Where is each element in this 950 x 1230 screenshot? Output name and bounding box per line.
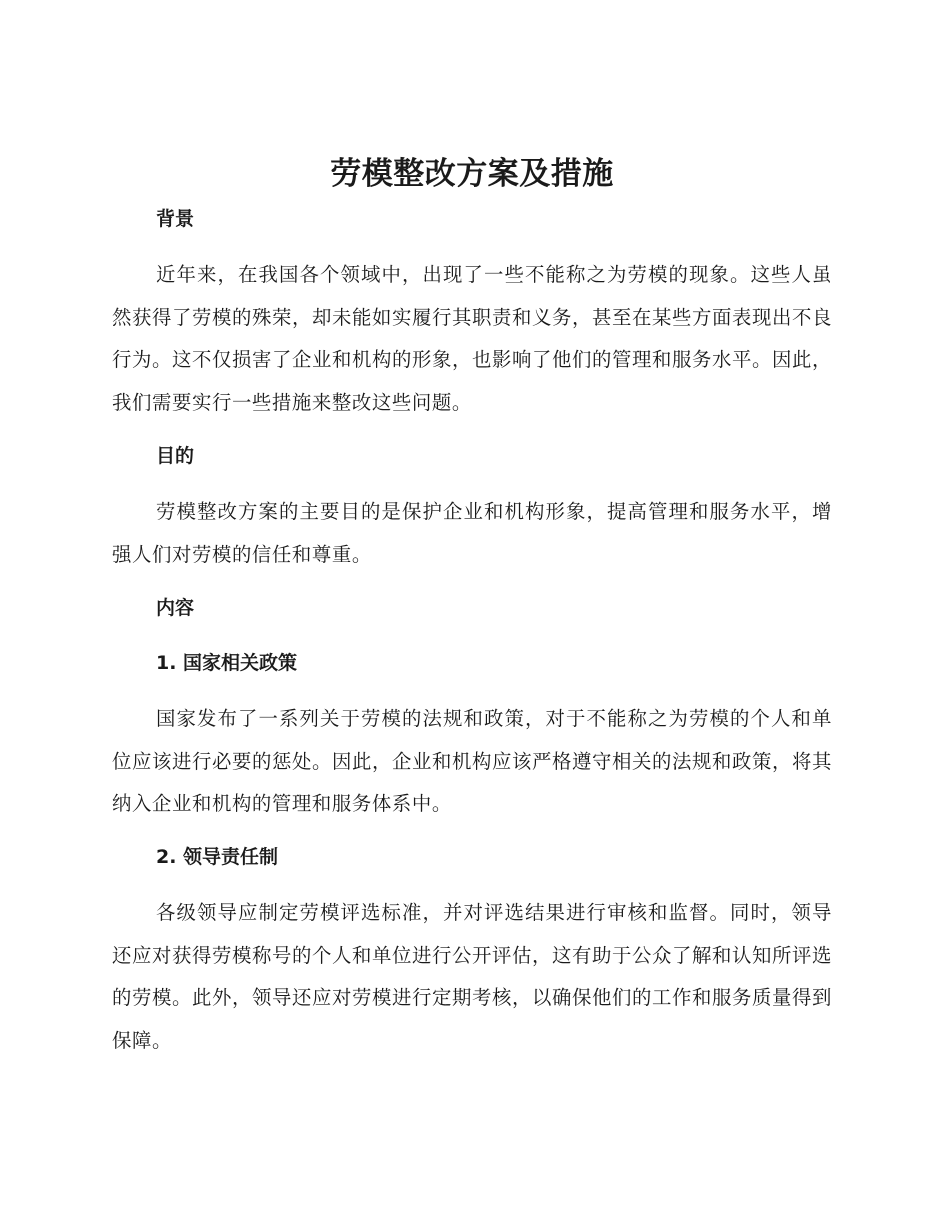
- document-page: [112, 0, 832, 1230]
- section-heading-leadership: 2. 领导责任制: [156, 846, 279, 868]
- document-title: 劳模整改方案及措施: [330, 156, 614, 192]
- section-heading-content: 内容: [156, 597, 195, 619]
- section-heading-background: 背景: [156, 208, 195, 230]
- section-heading-purpose: 目的: [156, 445, 195, 467]
- section-paragraph-background: 近年来，在我国各个领域中，出现了一些不能称之为劳模的现象。这些人虽然获得了劳模的殊荣，却未能如实履行其职责和义务，甚至在某些方面表现出不良行为。这不仅损害了企业和机构的形象，也影响了他们的管理和服务水平。因此，我们需要实行一些措施来整改这些问题。: [112, 263, 832, 414]
- section-paragraph-policy: 国家发布了一系列关于劳模的法规和政策，对于不能称之为劳模的个人和单位应该进行必要的惩处。因此，企业和机构应该严格遵守相关的法规和政策，将其纳入企业和机构的管理和服务体系中。: [112, 707, 832, 815]
- section-heading-policy: 1. 国家相关政策: [156, 652, 298, 674]
- section-paragraph-purpose: 劳模整改方案的主要目的是保护企业和机构形象，提高管理和服务水平，增强人们对劳模的信任和尊重。: [112, 500, 832, 566]
- section-paragraph-leadership: 各级领导应制定劳模评选标准，并对评选结果进行审核和监督。同时，领导还应对获得劳模称号的个人和单位进行公开评估，这有助于公众了解和认知所评选的劳模。此外，领导还应对劳模进行定期考核，以确保他们的工作和服务质量得到保障。: [112, 901, 832, 1052]
